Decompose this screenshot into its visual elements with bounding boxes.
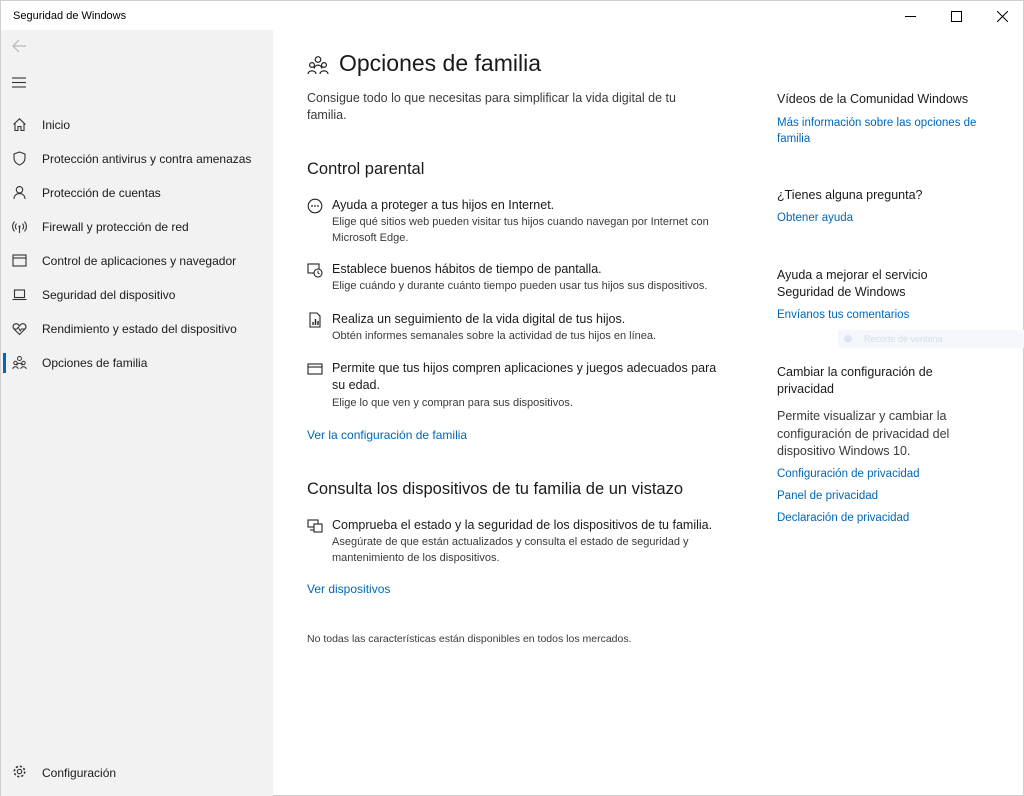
sidebar-item-label: Firewall y protección de red (42, 220, 189, 234)
credit-card-icon (307, 361, 323, 377)
heart-icon (12, 321, 27, 336)
screen-time-icon (307, 262, 323, 278)
sidebar-item-inicio[interactable] (1, 108, 274, 142)
section-title-devices: Consulta los dispositivos de tu familia de un vistazo (307, 480, 684, 498)
feature-title: Comprueba el estado y la seguridad de los dispositivos de tu familia. (332, 518, 713, 532)
sidebar-item-label: Opciones de familia (42, 356, 148, 370)
question-heading: ¿Tienes alguna pregunta? (777, 188, 923, 202)
privacy-dashboard-link[interactable]: Panel de privacidad (777, 490, 879, 502)
page-description: Consigue todo lo que necesitas para simplificar la vida digital de tu familia. (307, 91, 676, 122)
family-icon (12, 355, 27, 370)
family-info-link[interactable]: Más información sobre las opciones de familia (777, 117, 977, 145)
sidebar-item-rendimiento[interactable] (1, 312, 274, 346)
privacy-description: Permite visualizar y cambiar la configuración de privacidad del dispositivo Windows 10. (777, 409, 950, 458)
maximize-button[interactable] (933, 1, 979, 31)
feature-title: Ayuda a proteger a tus hijos en Internet. (332, 198, 555, 212)
gear-icon (12, 764, 27, 779)
sidebar-item-label: Control de aplicaciones y navegador (42, 254, 237, 268)
snip-label: Recorte de ventana (864, 334, 943, 344)
sidebar-item-familia[interactable] (1, 346, 274, 380)
sidebar (0, 30, 273, 796)
get-help-link[interactable]: Obtener ayuda (777, 212, 854, 224)
home-icon (12, 117, 27, 132)
minimize-button[interactable] (887, 1, 933, 31)
sidebar-item-firewall[interactable] (1, 210, 274, 244)
settings-label: Configuración (42, 766, 117, 780)
feedback-link[interactable]: Envíanos tus comentarios (777, 309, 910, 321)
privacy-settings-link[interactable]: Configuración de privacidad (777, 468, 920, 480)
report-icon (307, 312, 323, 328)
sidebar-item-cuentas[interactable] (1, 176, 274, 210)
feature-title: Establece buenos hábitos de tiempo de pantalla. (332, 262, 602, 276)
sidebar-item-antivirus[interactable] (1, 142, 274, 176)
sidebar-item-configuracion[interactable] (1, 755, 274, 789)
shield-icon (12, 151, 27, 166)
feature-description: Elige cuándo y durante cuánto tiempo pueden usar tus hijos sus dispositivos. (332, 280, 708, 292)
close-icon (997, 11, 1008, 22)
window-title: Seguridad de Windows (13, 10, 127, 22)
wifi-icon (12, 219, 27, 234)
sidebar-item-dispositivo[interactable] (1, 278, 274, 312)
back-arrow-icon[interactable] (11, 38, 27, 54)
feature-description: Obtén informes semanales sobre la actividad de tus hijos en línea. (332, 330, 657, 342)
window-snip-overlay (838, 330, 1024, 348)
family-icon (307, 55, 329, 75)
availability-footnote: No todas las características están disponibles en todos los mercados. (307, 633, 632, 645)
videos-heading: Vídeos de la Comunidad Windows (777, 92, 969, 106)
sidebar-nav (1, 108, 274, 380)
ellipsis-circle-icon (307, 198, 323, 214)
minimize-icon (905, 11, 916, 22)
sidebar-item-label: Seguridad del dispositivo (42, 288, 176, 302)
title-bar (0, 0, 1024, 30)
page-title: Opciones de familia (339, 50, 541, 76)
feature-title: Permite que tus hijos compren aplicaciones y juegos adecuados para su edad. (332, 361, 717, 392)
sidebar-item-label: Rendimiento y estado del dispositivo (42, 322, 237, 336)
maximize-icon (951, 11, 962, 22)
devices-icon (307, 518, 323, 534)
privacy-heading: Cambiar la configuración de privacidad (777, 365, 933, 396)
person-icon (12, 185, 27, 200)
sidebar-item-aplicaciones[interactable] (1, 244, 274, 278)
browser-icon (12, 253, 27, 268)
close-button[interactable] (979, 1, 1024, 31)
view-devices-link[interactable]: Ver dispositivos (307, 582, 391, 596)
hamburger-menu-icon[interactable] (12, 77, 26, 88)
main-content (273, 30, 1024, 796)
laptop-icon (12, 287, 27, 302)
sidebar-item-label: Protección antivirus y contra amenazas (42, 152, 252, 166)
improve-heading: Ayuda a mejorar el servicio Seguridad de Windows (777, 268, 928, 299)
family-settings-link[interactable]: Ver la configuración de familia (307, 428, 468, 442)
section-title-parental: Control parental (307, 160, 425, 178)
feature-description: Elige lo que ven y compran para sus dispositivos. (332, 397, 573, 409)
feature-description: Elige qué sitios web pueden visitar tus hijos cuando navegan por Internet con Microsoft Edge. (332, 216, 709, 244)
feature-title: Realiza un seguimiento de la vida digital de tus hijos. (332, 312, 626, 326)
sidebar-item-label: Inicio (42, 118, 71, 132)
feature-description: Asegúrate de que están actualizados y consulta el estado de seguridad y mantenimiento de los dispositivos. (332, 536, 689, 564)
privacy-statement-link[interactable]: Declaración de privacidad (777, 512, 910, 524)
snip-dot-icon (844, 335, 852, 343)
sidebar-item-label: Protección de cuentas (42, 186, 161, 200)
